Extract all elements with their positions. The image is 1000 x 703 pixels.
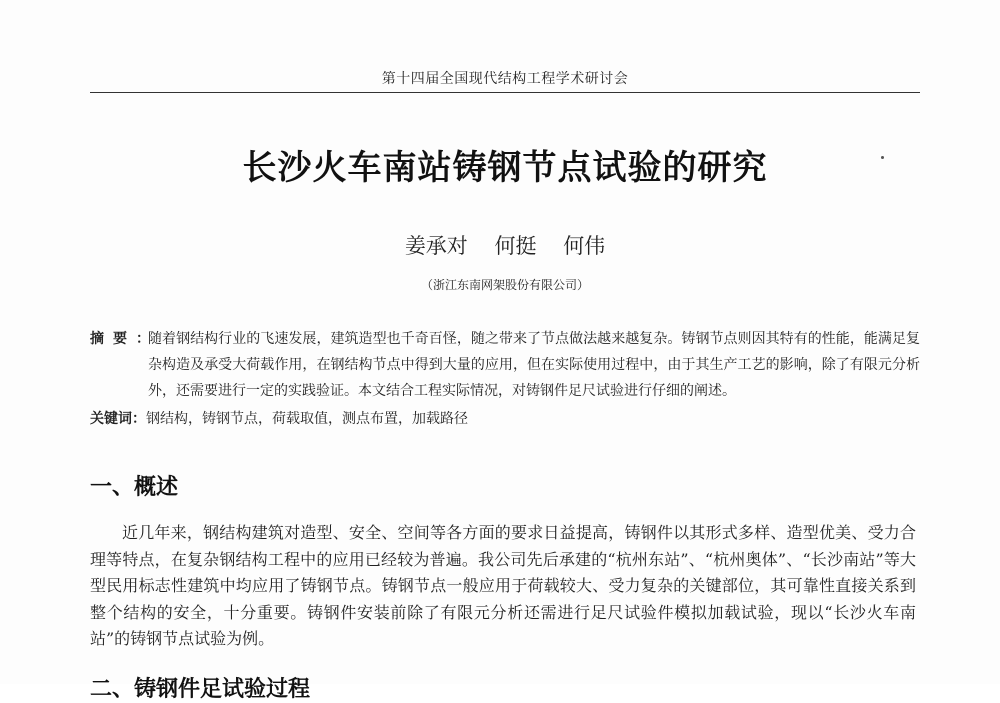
keywords-label: 关键词： — [90, 411, 146, 427]
author-name: 姜承对 — [404, 234, 468, 258]
header-rule — [90, 92, 920, 93]
affiliation: （浙江东南网架股份有限公司） — [420, 278, 589, 292]
abstract-text: 随着钢结构行业的飞速发展，建筑造型也千奇百怪，随之带来了节点做法越来越复杂。铸钢节点则因其特有的性能，能满足复杂构造及承受大荷载作用，在钢结构节点中得到大量的应用，但在实际使用过程中，由于其生产工艺的影响，除了有限元分析外，还需要进行一定的实践验证。本文结合工程实际情况，对铸钢件足尺试验进行仔细的阐述。 — [148, 331, 920, 399]
running-header: 第十四届全国现代结构工程学术研讨会 — [381, 71, 629, 87]
abstract-label: 摘要： — [90, 331, 159, 347]
keywords-text: 钢结构，铸钢节点，荷载取值，测点布置，加载路径 — [146, 411, 468, 427]
abstract — [90, 326, 920, 404]
author-name: 何伟 — [563, 234, 606, 258]
section-heading-next: 二、铸钢件足试验过程 — [90, 677, 311, 702]
section-heading: 一、概述 — [90, 475, 179, 500]
author-list — [90, 230, 920, 260]
author-name: 何挺 — [494, 234, 537, 258]
paper-title: 长沙火车南站铸钢节点试验的研究 — [242, 148, 768, 188]
body-paragraph: 近几年来，钢结构建筑对造型、安全、空间等各方面的要求日益提高，铸钢件以其形式多样、造型优美、受力合理等特点，在复杂钢结构工程中的应用已经较为普遍。我公司先后承建的“杭州东站”、“杭州奥体”、“长沙南站”等大型民用标志性建筑中均应用了铸钢节点。铸钢节点一般应用于荷载较大、受力复杂的关键部位，其可靠性直接关系到整个结构的安全，十分重要。铸钢件安装前除了有限元分析还需进行足尺试验件模拟加载试验，现以“长沙火车南站”的铸钢节点试验为例。 — [90, 523, 916, 648]
keywords — [90, 408, 920, 430]
